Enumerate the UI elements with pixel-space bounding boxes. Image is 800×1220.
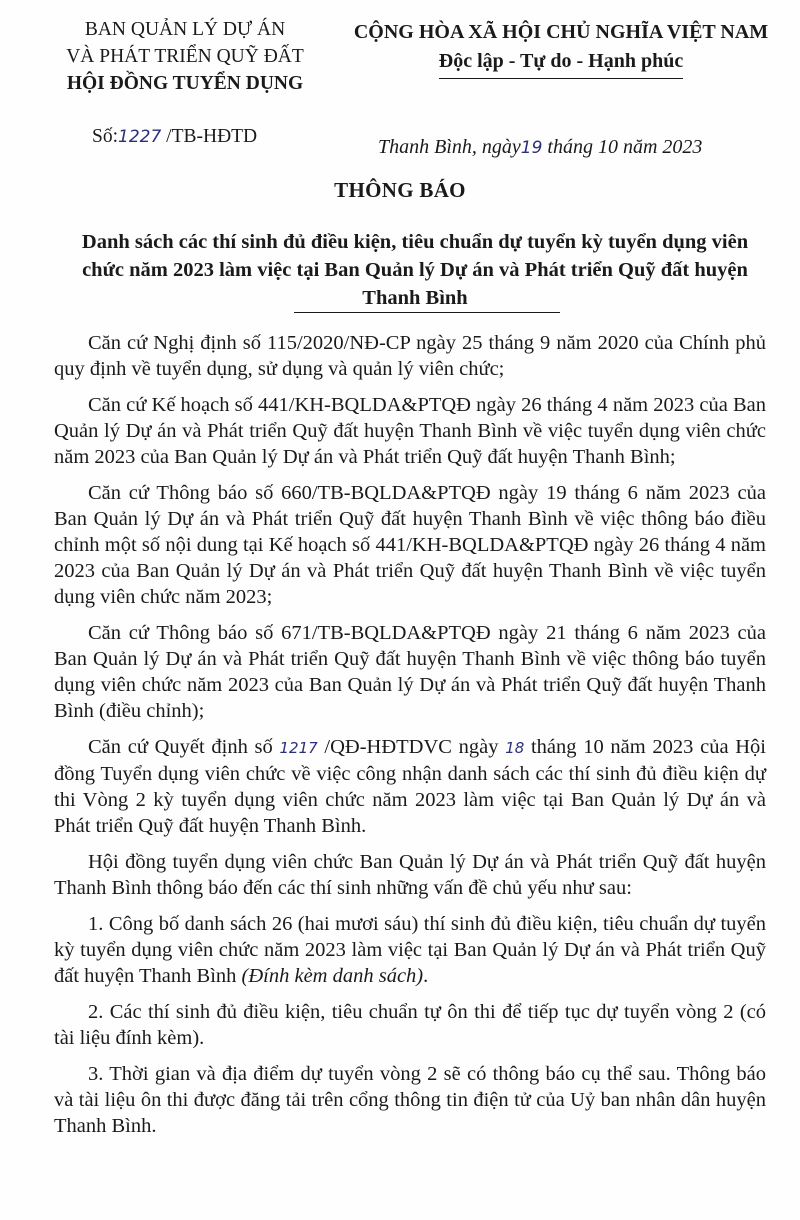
place-date-prefix: Thanh Bình, ngày — [378, 136, 521, 158]
doc-number-handwritten: 1227 — [118, 127, 162, 147]
document-title: THÔNG BÁO — [334, 178, 466, 202]
paragraph-legal-basis-4: Căn cứ Thông báo số 671/TB-BQLDA&PTQĐ ngày 21 tháng 6 năm 2023 của Ban Quản lý Dự án và Phát triển Quỹ đất huyện Thanh Bình về việc thông báo tuyển dụng viên chức năm 2023 của Ban Quản lý Dự án và Phát triển Quỹ đất huyện Thanh Bình (điều chỉnh); — [54, 622, 766, 722]
paragraph-announcement-intro: Hội đồng tuyển dụng viên chức Ban Quản lý Dự án và Phát triển Quỹ đất huyện Thanh Bình thông báo đến các thí sinh những vấn đề chủ yếu như sau: — [54, 851, 766, 899]
national-heading — [338, 18, 784, 79]
date-day-handwritten: 19 — [520, 138, 543, 158]
paragraph-legal-basis-3: Căn cứ Thông báo số 660/TB-BQLDA&PTQĐ ngày 19 tháng 6 năm 2023 của Ban Quản lý Dự án và Phát triển Quỹ đất huyện Thanh Bình về việc thông báo điều chỉnh một số nội dung tại Kế hoạch số 441/KH-BQLDA&PTQĐ ngày 26 tháng 4 năm 2023 của Ban Quản lý Dự án và Phát triển Quỹ đất huyện Thanh Bình về việc tuyển dụng viên chức năm 2023; — [54, 482, 766, 608]
place-date-suffix: tháng 10 năm 2023 — [547, 136, 703, 158]
item-1-attachment-note: (Đính kèm danh sách) — [241, 965, 424, 987]
issuing-agency — [40, 16, 330, 97]
doc-number-suffix: /TB-HĐTD — [166, 126, 258, 147]
document-body — [54, 330, 766, 1149]
subtitle-underline — [294, 312, 560, 313]
p5-handwritten-day: 18 — [505, 739, 525, 757]
doc-number-prefix: Số: — [92, 126, 119, 147]
national-motto: Độc lập - Tự do - Hạnh phúc — [439, 47, 683, 79]
paragraph-legal-basis-1: Căn cứ Nghị định số 115/2020/NĐ-CP ngày 25 tháng 9 năm 2020 của Chính phủ quy định về tuyển dụng, sử dụng và quản lý viên chức; — [54, 332, 766, 380]
document-number — [92, 126, 257, 148]
p5-text-2: /QĐ-HĐTDVC ngày — [324, 736, 499, 758]
document-subtitle: Danh sách các thí sinh đủ điều kiện, tiêu chuẩn dự tuyển kỳ tuyển dụng viên chức năm 2023 làm việc tại Ban Quản lý Dự án và Phát triển Quỹ đất huyện Thanh Bình — [81, 231, 749, 309]
p5-text-3: tháng 10 năm 2023 của Hội đồng Tuyển dụng viên chức về việc công nhận danh sách các thí sinh đủ điều kiện dự thi Vòng 2 kỳ tuyển dụng viên chức năm 2023 làm việc tại Ban Quản lý Dự án và Phát triển Quỹ đất huyện Thanh Bình. — [54, 736, 767, 837]
p5-handwritten-number: 1217 — [279, 739, 318, 757]
item-1-text: 1. Công bố danh sách 26 (hai mươi sáu) thí sinh đủ điều kiện, tiêu chuẩn dự tuyển kỳ tuyển dụng viên chức năm 2023 làm việc tại Ban Quản lý Dự án và Phát triển Quỹ đất huyện Thanh Bình — [54, 913, 766, 987]
country-name: CỘNG HÒA XÃ HỘI CHỦ NGHĨA VIỆT NAM — [353, 21, 769, 43]
paragraph-item-1 — [54, 911, 766, 989]
agency-name-line-2: VÀ PHÁT TRIỂN QUỸ ĐẤT — [66, 46, 304, 67]
council-name: HỘI ĐỒNG TUYỂN DỤNG — [66, 73, 304, 94]
paragraph-item-2: 2. Các thí sinh đủ điều kiện, tiêu chuẩn tự ôn thi để tiếp tục dự tuyển vòng 2 (có tài liệu đính kèm). — [54, 1001, 766, 1049]
agency-name-line-1: BAN QUẢN LÝ DỰ ÁN — [84, 19, 286, 40]
p5-text-1: Căn cứ Quyết định số — [88, 736, 273, 758]
item-1-end: . — [423, 965, 429, 987]
paragraph-item-3: 3. Thời gian và địa điểm dự tuyển vòng 2 sẽ có thông báo cụ thể sau. Thông báo và tài liệu ôn thi được đăng tải trên cổng thông tin điện tử của Uỷ ban nhân dân huyện Thanh Bình. — [54, 1063, 766, 1137]
paragraph-legal-basis-2: Căn cứ Kế hoạch số 441/KH-BQLDA&PTQĐ ngày 26 tháng 4 năm 2023 của Ban Quản lý Dự án và Phát triển Quỹ đất huyện Thanh Bình về việc tuyển dụng viên chức năm 2023 của Ban Quản lý Dự án và Phát triển Quỹ đất huyện Thanh Bình; — [54, 394, 766, 468]
paragraph-legal-basis-5 — [54, 734, 766, 839]
place-and-date — [378, 136, 702, 159]
